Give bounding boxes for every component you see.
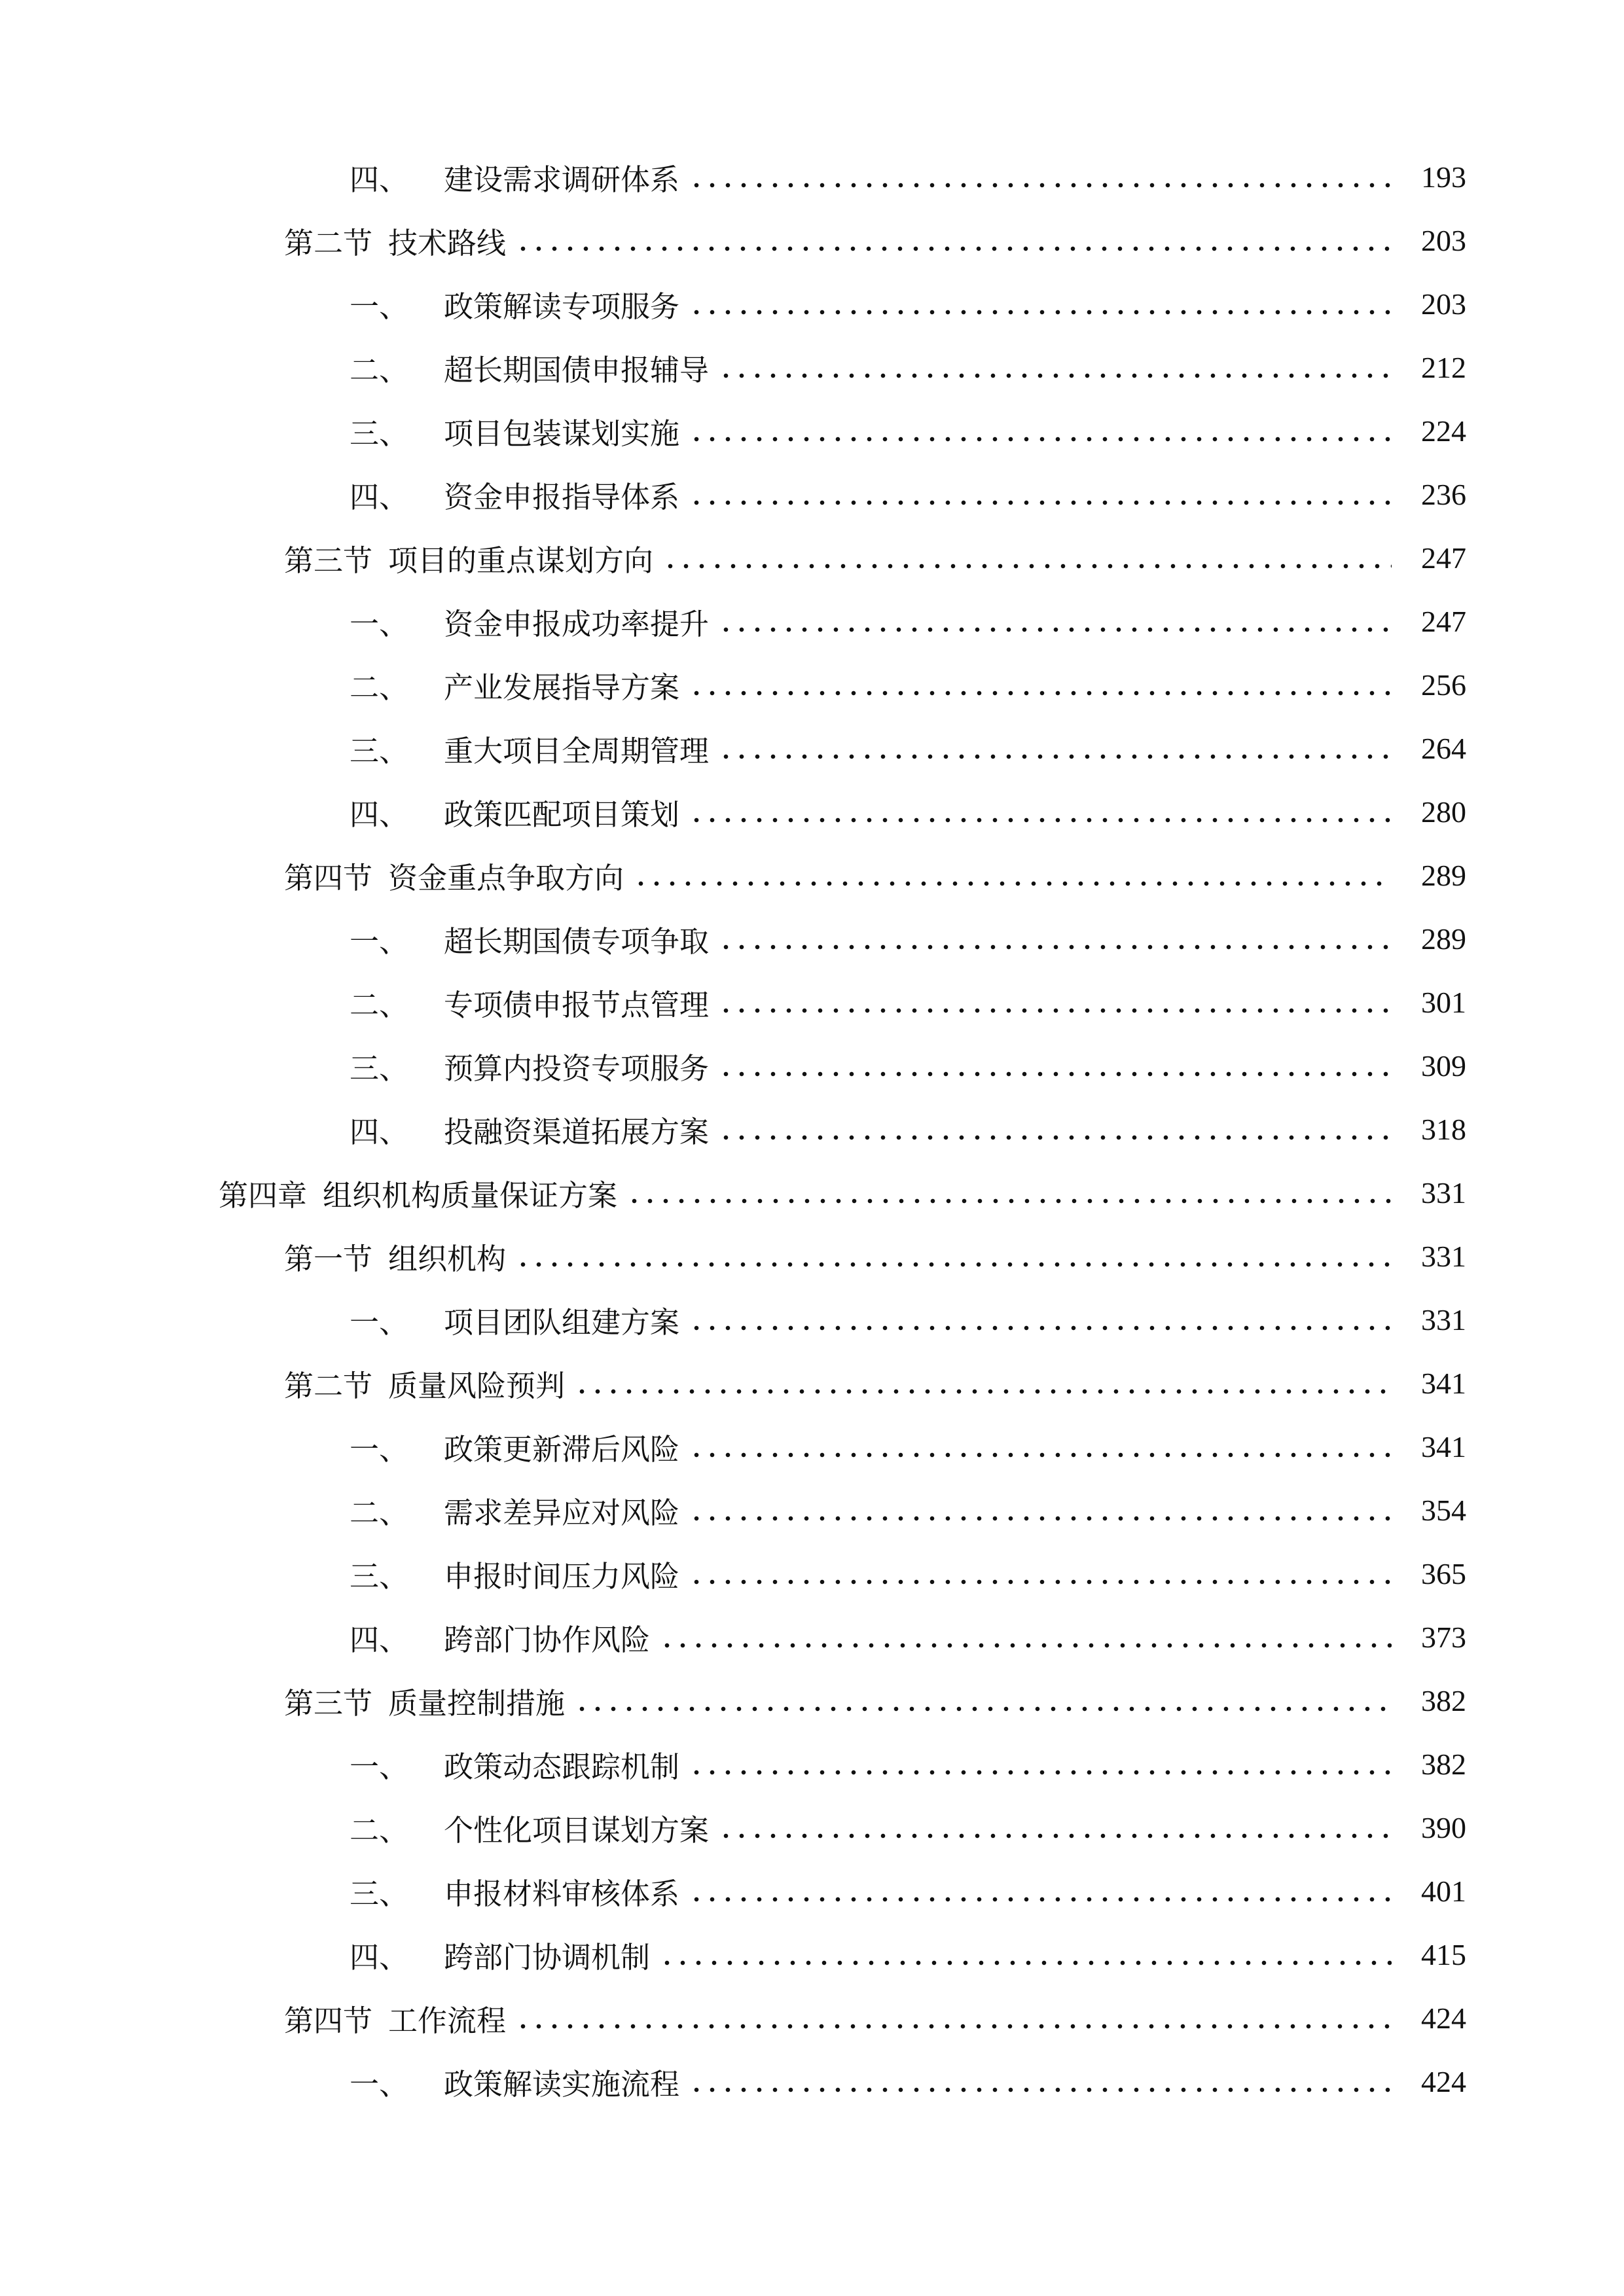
toc-entry	[284, 849, 1466, 901]
toc-entry-title: 项目的重点谋划方向	[388, 543, 654, 578]
toc-entry	[350, 151, 1466, 203]
toc-entry-page: 365	[1421, 1556, 1466, 1590]
toc-entry-prefix: 四、	[350, 479, 409, 514]
toc-entry-page: 247	[1421, 604, 1466, 638]
dot-leader	[689, 2087, 1392, 2092]
toc-entry-prefix: 第二节	[284, 1368, 373, 1403]
dot-leader	[718, 1071, 1392, 1077]
toc-entry-prefix: 二、	[350, 987, 409, 1022]
toc-entry-page: 264	[1421, 731, 1466, 765]
toc-entry-title: 超长期国债申报辅导	[444, 352, 710, 387]
toc-entry	[350, 1039, 1466, 1092]
toc-entry-page: 236	[1421, 477, 1466, 511]
toc-entry-page: 309	[1421, 1049, 1466, 1083]
toc-entry-prefix: 第二节	[284, 225, 373, 260]
toc-entry-page: 331	[1421, 1175, 1466, 1210]
dot-leader	[574, 1706, 1392, 1712]
toc-entry	[350, 404, 1466, 457]
toc-entry	[350, 2055, 1466, 2108]
toc-entry-page: 289	[1421, 922, 1466, 956]
toc-entry	[284, 1230, 1466, 1282]
toc-entry	[350, 785, 1466, 838]
toc-entry-page: 401	[1421, 1874, 1466, 1908]
toc-entry-prefix: 二、	[350, 1495, 409, 1530]
toc-entry	[350, 468, 1466, 520]
toc-entry-title: 资金申报指导体系	[444, 479, 680, 514]
toc-entry-title: 工作流程	[388, 2003, 507, 2038]
toc-entry-title: 组织机构	[388, 1241, 507, 1276]
toc-entry-title: 产业发展指导方案	[444, 670, 680, 705]
toc-entry-prefix: 第四节	[284, 2003, 373, 2038]
dot-leader	[689, 1452, 1392, 1458]
dot-leader	[689, 437, 1392, 442]
toc-entry-title: 项目团队组建方案	[444, 1304, 680, 1340]
toc-entry-prefix: 一、	[350, 2066, 409, 2102]
dot-leader	[689, 310, 1392, 315]
toc-entry-title: 政策解读实施流程	[444, 2066, 680, 2102]
toc-entry-prefix: 第一节	[284, 1241, 373, 1276]
toc-entry-title: 超长期国债专项争取	[444, 924, 710, 959]
toc-entry-title: 政策解读专项服务	[444, 289, 680, 324]
toc-entry	[219, 1166, 1466, 1219]
toc-entry	[350, 658, 1466, 711]
toc-entry-title: 预算内投资专项服务	[444, 1050, 710, 1086]
dot-leader	[689, 817, 1392, 823]
toc-entry-prefix: 二、	[350, 1812, 409, 1848]
toc-entry-title: 申报材料审核体系	[444, 1876, 680, 1911]
toc-entry	[350, 1801, 1466, 1854]
toc-entry-prefix: 四、	[350, 1939, 409, 1975]
toc-entry	[284, 1992, 1466, 2044]
toc-entry-title: 重大项目全周期管理	[444, 733, 710, 768]
toc-entry-prefix: 三、	[350, 1558, 409, 1594]
toc-entry-prefix: 一、	[350, 1304, 409, 1340]
toc-entry-page: 280	[1421, 795, 1466, 829]
toc-entry	[284, 214, 1466, 266]
dot-leader	[718, 754, 1392, 759]
toc-entry-page: 341	[1421, 1366, 1466, 1400]
dot-leader	[662, 564, 1392, 569]
toc-entry-page: 331	[1421, 1239, 1466, 1273]
toc-entry-title: 需求差异应对风险	[444, 1495, 680, 1530]
dot-leader	[659, 1643, 1392, 1648]
dot-leader	[689, 183, 1392, 188]
toc-entry-page: 212	[1421, 350, 1466, 384]
toc-entry	[350, 1293, 1466, 1346]
toc-entry-prefix: 二、	[350, 670, 409, 705]
toc-entry	[284, 531, 1466, 584]
toc-entry-prefix: 一、	[350, 924, 409, 959]
toc-entry-title: 政策匹配项目策划	[444, 797, 680, 832]
toc-entry-prefix: 三、	[350, 733, 409, 768]
toc-entry-prefix: 二、	[350, 352, 409, 387]
toc-entry-prefix: 四、	[350, 1622, 409, 1657]
dot-leader	[515, 1262, 1392, 1267]
toc-entry-page: 289	[1421, 858, 1466, 892]
toc-entry	[284, 1674, 1466, 1727]
dot-leader	[689, 1325, 1392, 1331]
toc-entry-title: 资金重点争取方向	[388, 860, 624, 895]
dot-leader	[689, 1897, 1392, 1902]
toc-entry-page: 331	[1421, 1302, 1466, 1336]
toc-entry-title: 跨部门协调机制	[444, 1939, 651, 1975]
toc-entry-page: 390	[1421, 1810, 1466, 1844]
dot-leader	[718, 1833, 1392, 1839]
toc-entry	[350, 912, 1466, 965]
toc-entry-page: 318	[1421, 1112, 1466, 1146]
dot-leader	[718, 944, 1392, 950]
toc-entry-page: 382	[1421, 1683, 1466, 1717]
toc-entry-page: 193	[1421, 160, 1466, 194]
toc-entry	[350, 595, 1466, 647]
dot-leader	[718, 1135, 1392, 1140]
toc-entry	[350, 341, 1466, 393]
toc-entry-page: 224	[1421, 414, 1466, 448]
toc-entry-page: 415	[1421, 1937, 1466, 1971]
toc-entry-page: 382	[1421, 1747, 1466, 1781]
toc-entry	[350, 1738, 1466, 1790]
dot-leader	[633, 881, 1392, 886]
toc-entry-title: 政策动态跟踪机制	[444, 1749, 680, 1784]
dot-leader	[689, 1516, 1392, 1521]
toc-entry	[350, 278, 1466, 330]
toc-entry-title: 建设需求调研体系	[444, 162, 680, 197]
toc-entry-prefix: 第四章	[219, 1177, 308, 1213]
toc-entry-page: 424	[1421, 2064, 1466, 2098]
toc-entry-title: 资金申报成功率提升	[444, 606, 710, 641]
dot-leader	[574, 1389, 1392, 1394]
toc-entry	[284, 1357, 1466, 1409]
toc-entry-prefix: 三、	[350, 1050, 409, 1086]
toc-entry	[350, 1103, 1466, 1155]
toc-entry-title: 专项债申报节点管理	[444, 987, 710, 1022]
toc-entry-prefix: 一、	[350, 1431, 409, 1467]
toc-entry-prefix: 一、	[350, 606, 409, 641]
dot-leader	[626, 1198, 1392, 1204]
toc-entry-title: 质量风险预判	[388, 1368, 566, 1403]
toc-entry-prefix: 一、	[350, 1749, 409, 1784]
toc-entry-page: 424	[1421, 2001, 1466, 2035]
toc-entry	[350, 1547, 1466, 1600]
toc-entry-prefix: 四、	[350, 162, 409, 197]
toc-entry-title: 技术路线	[388, 225, 507, 260]
toc-entry-page: 373	[1421, 1620, 1466, 1654]
dot-leader	[515, 2024, 1392, 2029]
dot-leader	[718, 1008, 1392, 1013]
toc-entry-page: 247	[1421, 541, 1466, 575]
toc-entry-page: 203	[1421, 287, 1466, 321]
toc-entry-prefix: 三、	[350, 416, 409, 451]
toc-entry-prefix: 第四节	[284, 860, 373, 895]
toc-entry	[350, 1484, 1466, 1536]
toc-entry-title: 质量控制措施	[388, 1685, 566, 1721]
dot-leader	[515, 246, 1392, 251]
toc-entry-title: 个性化项目谋划方案	[444, 1812, 710, 1848]
toc-entry-title: 投融资渠道拓展方案	[444, 1114, 710, 1149]
toc-entry-title: 跨部门协作风险	[444, 1622, 651, 1657]
toc-entry	[350, 1420, 1466, 1473]
toc-entry	[350, 1611, 1466, 1663]
toc-entry-page: 301	[1421, 985, 1466, 1019]
toc-entry	[350, 722, 1466, 774]
dot-leader	[689, 691, 1392, 696]
toc-entry-title: 组织机构质量保证方案	[323, 1177, 618, 1213]
toc-entry-title: 项目包装谋划实施	[444, 416, 680, 451]
toc-entry	[350, 976, 1466, 1028]
toc-entry	[350, 1928, 1466, 1981]
dot-leader	[689, 500, 1392, 505]
toc-entry-page: 341	[1421, 1429, 1466, 1463]
dot-leader	[659, 1960, 1392, 1965]
toc-entry-title: 政策更新滞后风险	[444, 1431, 680, 1467]
dot-leader	[718, 627, 1392, 632]
toc-entry-page: 256	[1421, 668, 1466, 702]
dot-leader	[718, 373, 1392, 378]
toc-entry	[350, 1865, 1466, 1917]
toc-entry-title: 申报时间压力风险	[444, 1558, 680, 1594]
toc-entry-prefix: 三、	[350, 1876, 409, 1911]
toc-entry-prefix: 第三节	[284, 543, 373, 578]
dot-leader	[689, 1770, 1392, 1775]
toc-entry-prefix: 一、	[350, 289, 409, 324]
toc-entry-prefix: 四、	[350, 797, 409, 832]
dot-leader	[689, 1579, 1392, 1585]
toc-entry-page: 354	[1421, 1493, 1466, 1527]
toc-entry-prefix: 四、	[350, 1114, 409, 1149]
toc-entry-prefix: 第三节	[284, 1685, 373, 1721]
toc-entry-page: 203	[1421, 223, 1466, 257]
